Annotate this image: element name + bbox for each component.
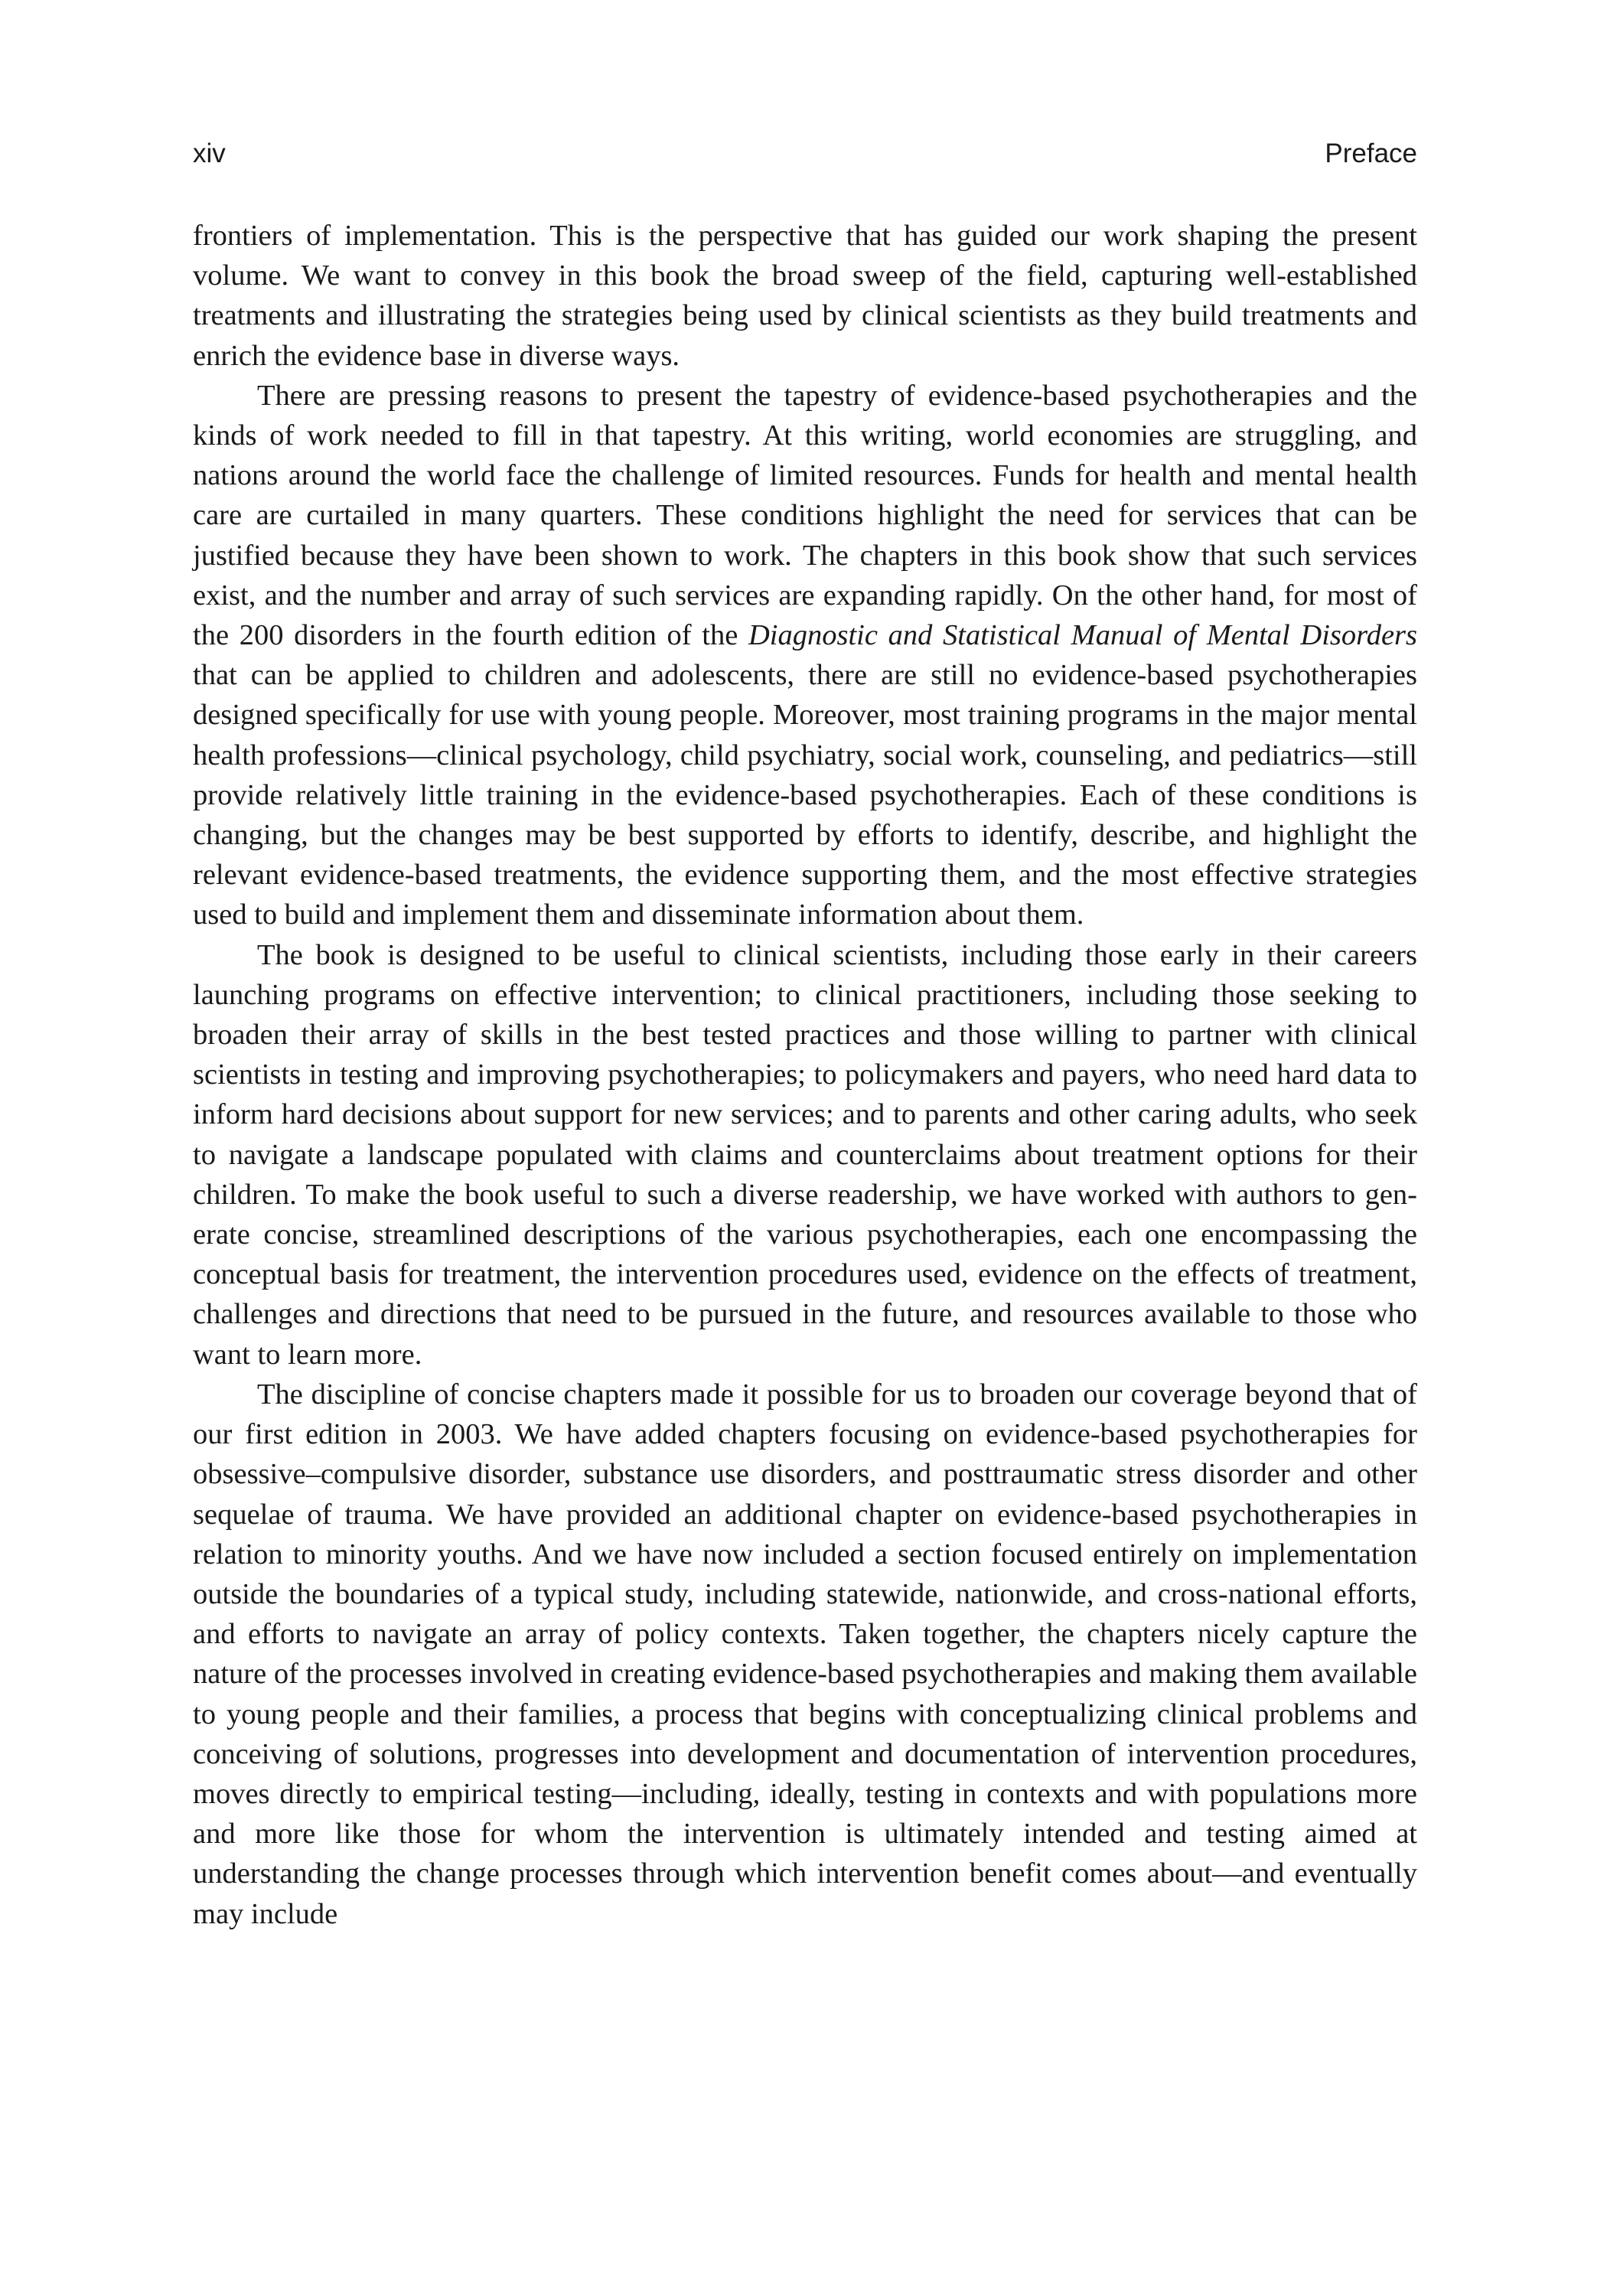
section-title: Preface [1325, 139, 1417, 168]
paragraph-3: The book is designed to be useful to clinical scientists, including those early in their careers launching programs on effective intervention; to clinical practitioners, including those seeking to broaden their array of skills in the best tested practices and those willing to partner with clinical scientists in testing and improving psychotherapies; to policymakers and payers, who need hard data to inform hard decisions about support for new services; and to parents and other caring adults, who seek to navigate a landscape populated with claims and counterclaims about treatment options for their children. To make the book useful to such a diverse readership, we have worked with authors to generate concise, streamlined descriptions of the various psychotherapies, each one encompassing the conceptual basis for treatment, the intervention procedures used, evidence on the effects of treatment, challenges and directions that need to be pursued in the future, and resources available to those who want to learn more. [193, 938, 1417, 1371]
paragraph-2 [193, 376, 1417, 935]
paragraph-2-text-after-title: that can be applied to children and adolescents, there are still no evidence-based psychotherapies designed specifically for use with young people. Moreover, most training programs in the major mental health professions—clinical psychology, child psychiatry, social work, counseling, and pediatrics—still provide relatively little training in the evidence-based psychotherapies. Each of these conditions is changing, but the changes may be best supported by efforts to identify, describe, and highlight the relevant evidence-based treatments, the evidence supporting them, and the most effective strategies used to build and implement them and disseminate information about them. [193, 659, 1417, 931]
book-title-italic: Diagnostic and Statistical Manual of Mental Disorders [748, 619, 1417, 652]
paragraph-2-text-before-title: There are pressing reasons to present the tapestry of evidence-based psychotherapies and the kinds of work needed to fill in that tapestry. At this writing, world economies are struggling, and nations around the world face the challenge of limited resources. Funds for health and mental health care are curtailed in many quarters. These conditions highlight the need for services that can be justified because they have been shown to work. The chapters in this book show that such services exist, and the number and array of such services are expanding rapidly. On the other hand, for most of the 200 disorders in the fourth edition of the [193, 379, 1417, 652]
page-number: xiv [193, 139, 226, 168]
running-head [193, 135, 1417, 173]
body-text [193, 216, 1417, 1934]
paragraph-1: frontiers of implementation. This is the perspective that has guided our work shaping the present volume. We want to convey in this book the broad sweep of the field, capturing well-established treatments and illustrating the strategies being used by clinical scientists as they build treatments and enrich the evidence base in diverse ways. [193, 220, 1417, 372]
paragraph-4: The discipline of concise chapters made it possible for us to broaden our coverage beyond that of our first edition in 2003. We have added chapters focusing on evidence-based psychotherapies for obsessive–compulsive disorder, substance use disorders, and posttraumatic stress disorder and other sequelae of trauma. We have provided an additional chapter on evidence-based psychotherapies in relation to minority youths. And we have now included a section focused entirely on implementation outside the boundaries of a typical study, including statewide, nationwide, and cross-national efforts, and efforts to navigate an array of policy contexts. Taken together, the chapters nicely capture the nature of the processes involved in creating evidence-based psychotherapies and making them available to young people and their families, a process that begins with conceptualizing clinical problems and conceiving of solutions, progresses into development and documentation of intervention procedures, moves directly to empirical testing—including, ideally, testing in contexts and with populations more and more like those for whom the intervention is ultimately intended and testing aimed at understanding the change processes through which intervention benefit comes about—and eventually may include [193, 1378, 1417, 1930]
